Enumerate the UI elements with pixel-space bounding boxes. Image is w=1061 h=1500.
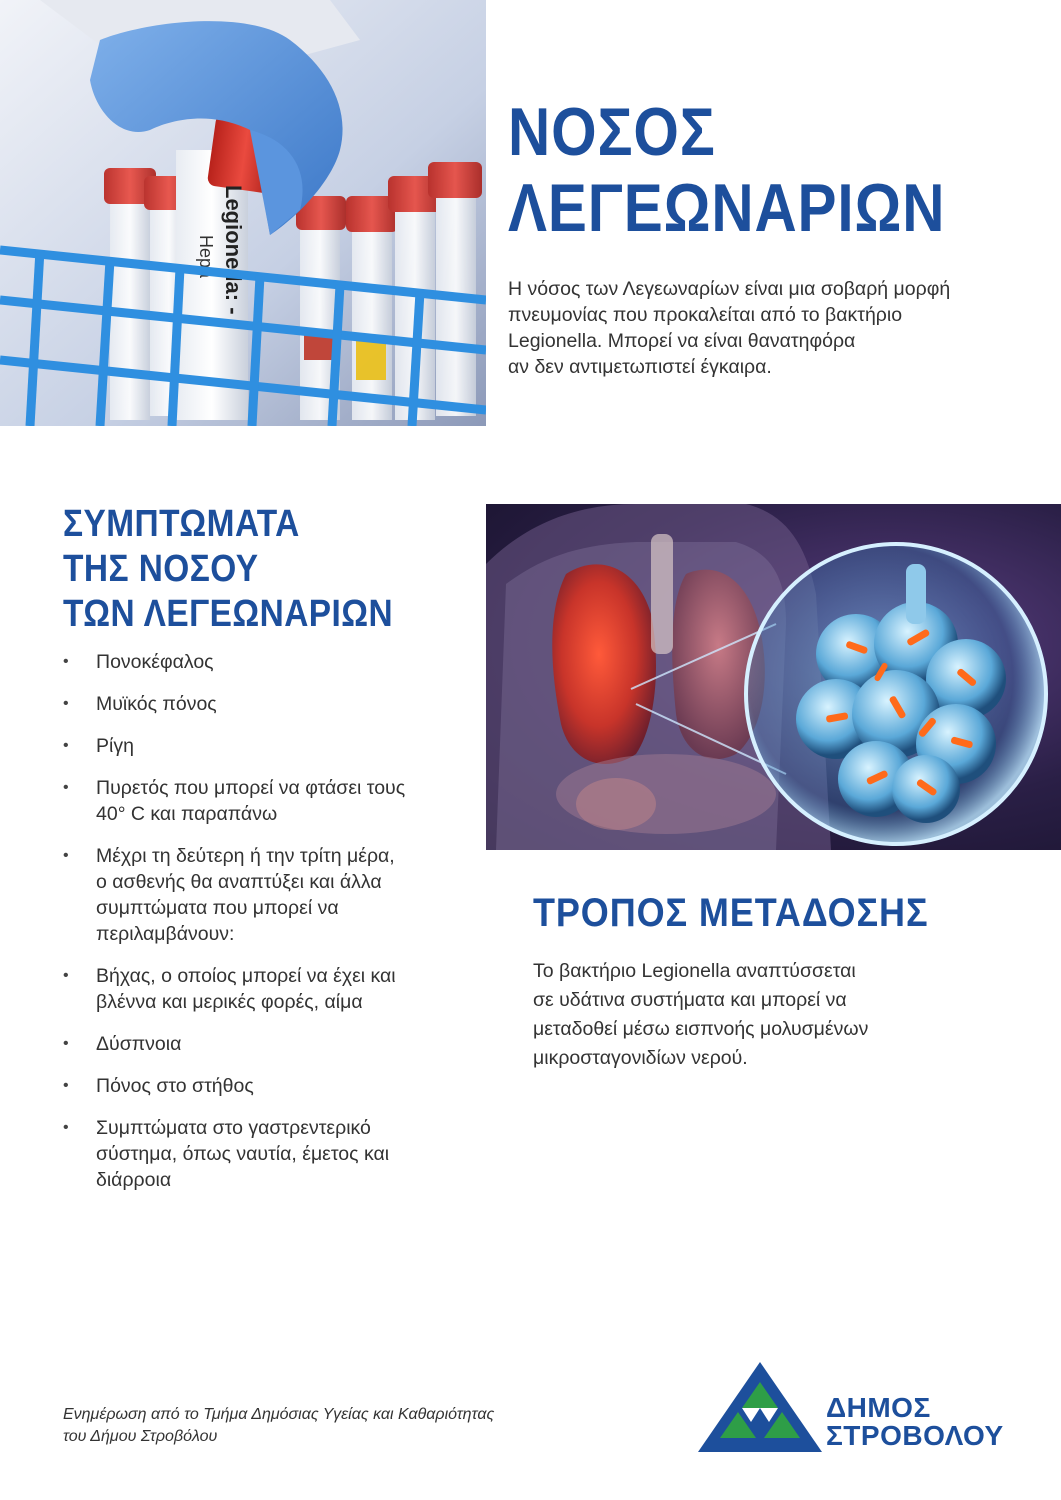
- symptom-item: [63, 1115, 483, 1193]
- symptoms-heading: [63, 502, 433, 637]
- lung-infection-illustration: [486, 504, 1061, 850]
- symptom-item: [63, 649, 483, 675]
- symptom-text: διάρροια: [96, 1169, 172, 1191]
- intro-line: Legionella. Μπορεί να είναι θανατηφόρα: [508, 330, 856, 352]
- symptom-text: • Συμπτώματα στο γαστρεντερικό: [96, 1117, 371, 1139]
- transmission-heading: ΤΡΟΠΟΣ ΜΕΤΑΔΟΣΗΣ: [533, 891, 929, 935]
- transmission-line: σε υδάτινα συστήματα και μπορεί να: [533, 989, 847, 1011]
- symptoms-heading-line: ΤΩΝ ΛΕΓΕΩΝΑΡΙΩΝ: [63, 593, 394, 635]
- symptom-item: [63, 1073, 483, 1099]
- footer-note-line: του Δήμου Στροβόλου: [63, 1428, 218, 1445]
- logo-text-line-1: ΔΗΜΟΣ: [826, 1392, 931, 1423]
- symptom-item: [63, 733, 483, 759]
- symptom-text: • Βήχας, ο οποίος μπορεί να έχει και: [96, 965, 396, 987]
- page-title-line-1: ΝΟΣΟΣ: [508, 94, 716, 170]
- symptom-text: ο ασθενής θα αναπτύξει και άλλα: [96, 871, 382, 893]
- symptom-text: • Πονοκέφαλος: [96, 651, 214, 673]
- symptom-text: • Μέχρι τη δεύτερη ή την τρίτη μέρα,: [96, 845, 395, 867]
- symptom-item: [63, 843, 483, 947]
- page-title-line-2: ΛΕΓΕΩΝΑΡΙΩΝ: [508, 170, 946, 246]
- transmission-paragraph: [533, 957, 993, 1073]
- symptom-item: [63, 775, 483, 827]
- symptom-text: συμπτώματα που μπορεί να: [96, 897, 339, 919]
- symptoms-heading-line: ΤΗΣ ΝΟΣΟΥ: [63, 548, 259, 590]
- symptom-text: • Πόνος στο στήθος: [96, 1075, 254, 1097]
- logo-text-line-2: ΣΤΡΟΒΟΛΟΥ: [826, 1420, 1004, 1451]
- municipality-name: [826, 1394, 1004, 1450]
- symptom-text: περιλαμβάνουν:: [96, 923, 235, 945]
- transmission-line: μικροσταγονιδίων νερού.: [533, 1047, 748, 1069]
- symptom-text: • Μυϊκός πόνος: [96, 693, 217, 715]
- intro-line: Η νόσος των Λεγεωναρίων είναι μια σοβαρή μορφή: [508, 278, 951, 300]
- symptom-text: • Δύσπνοια: [96, 1033, 182, 1055]
- symptom-item: [63, 691, 483, 717]
- symptom-text: βλέννα και μερικές φορές, αίμα: [96, 991, 363, 1013]
- symptom-item: [63, 1031, 483, 1057]
- transmission-line: μεταδοθεί μέσω εισπνοής μολυσμένων: [533, 1018, 869, 1040]
- symptom-text: 40° C και παραπάνω: [96, 803, 278, 825]
- tube-label-text-2: Hepa: [196, 235, 216, 279]
- symptom-text: • Ρίγη: [96, 735, 134, 757]
- symptom-item: [63, 963, 483, 1015]
- tube-label-text: Legionella: -: [221, 185, 246, 315]
- symptoms-heading-line: ΣΥΜΠΤΩΜΑΤΑ: [63, 503, 300, 545]
- footer-note: [63, 1404, 643, 1448]
- intro-line: αν δεν αντιμετωπιστεί έγκαιρα.: [508, 356, 772, 378]
- page-title: [508, 94, 972, 246]
- transmission-line: Το βακτήριο Legionella αναπτύσσεται: [533, 960, 856, 982]
- symptoms-list: [63, 649, 483, 1209]
- footer-note-line: Ενημέρωση από το Τμήμα Δημόσιας Υγείας και Καθαριότητας: [63, 1406, 495, 1423]
- legionella-lab-photo: [0, 0, 486, 426]
- symptom-text: σύστημα, όπως ναυτία, έμετος και: [96, 1143, 390, 1165]
- intro-paragraph: [508, 276, 1028, 380]
- triangle-logo-icon: [698, 1360, 828, 1460]
- symptom-text: • Πυρετός που μπορεί να φτάσει τους: [96, 777, 406, 799]
- intro-line: πνευμονίας που προκαλείται από το βακτήριο: [508, 304, 903, 326]
